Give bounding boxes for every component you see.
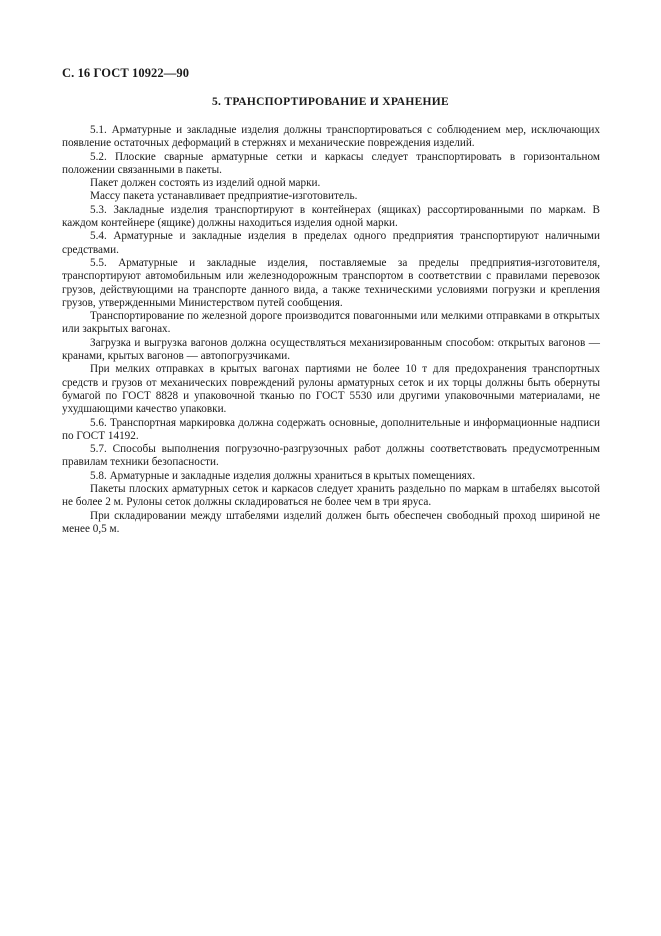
paragraph-railway-transport: Транспортирование по железной дороге производится повагонными или мелкими отправками в открытых или закрытых вагонах. (62, 310, 600, 336)
paragraph-5-7: 5.7. Способы выполнения погрузочно-разгрузочных работ должны соответствовать предусмотренным правилам техники безопасности. (62, 443, 600, 469)
paragraph-small-shipments: При мелких отправках в крытых вагонах партиями не более 10 т для предохранения транспортных средств и грузов от механических повреждений рулоны арматурных сеток и их торцы должны быть обернуты бумагой по ГОСТ 8828 и упаковочной тканью по ГОСТ 5530 или другими упаковочными материалами, не ухудшающими качество упаковки. (62, 363, 600, 416)
page-header: С. 16 ГОСТ 10922—90 (62, 66, 190, 80)
paragraph-5-6: 5.6. Транспортная маркировка должна содержать основные, дополнительные и информационные надписи по ГОСТ 14192. (62, 416, 600, 442)
section-title: 5. ТРАНСПОРТИРОВАНИЕ И ХРАНЕНИЕ (212, 96, 449, 108)
paragraph-5-5: 5.5. Арматурные и закладные изделия, поставляемые за пределы предприятия-изготовителя, транспортируют автомобильным или железнодорожным транспортом в соответствии с правилами перевозок грузов, действующими на транспорте данного вида, а также техническими условиями погрузки и крепления грузов, утвержденными Министерством путей сообщения. (62, 256, 600, 309)
paragraph-5-8: 5.8. Арматурные и закладные изделия должны храниться в крытых помещениях. (90, 469, 476, 482)
paragraph-5-1: 5.1. Арматурные и закладные изделия должны транспортироваться с соблюдением мер, исключающих появление остаточных деформаций в стержнях и механические повреждения изделий. (62, 124, 600, 150)
paragraph-passage-width: При складировании между штабелями изделий должен быть обеспечен свободный проход шириной не менее 0,5 м. (62, 509, 600, 535)
paragraph-package-mass: Массу пакета устанавливает предприятие-изготовитель. (90, 190, 358, 203)
paragraph-stacking: Пакеты плоских арматурных сеток и каркасов следует хранить раздельно по маркам в штабелях высотой не более 2 м. Рулоны сеток должны складироваться не более чем в три яруса. (62, 483, 600, 509)
paragraph-5-2: 5.2. Плоские сварные арматурные сетки и каркасы следует транспортировать в горизонтальном положении связанными в пакеты. (62, 150, 600, 176)
document-body (62, 124, 600, 536)
paragraph-package-grade: Пакет должен состоять из изделий одной марки. (90, 177, 321, 190)
paragraph-5-4: 5.4. Арматурные и закладные изделия в пределах одного предприятия транспортируют наличными средствами. (62, 230, 600, 256)
paragraph-5-3: 5.3. Закладные изделия транспортируют в контейнерах (ящиках) рассортированными по маркам. В каждом контейнере (ящике) должны находиться изделия одной марки. (62, 203, 600, 230)
paragraph-loading-unloading: Загрузка и выгрузка вагонов должна осуществляться механизированным способом: открытых вагонов — кранами, крытых вагонов — автопогрузчиками. (62, 336, 600, 363)
